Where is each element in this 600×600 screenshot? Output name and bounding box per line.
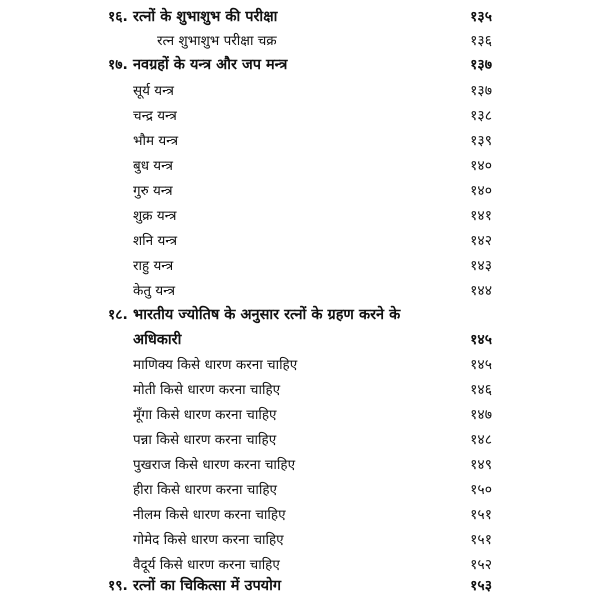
toc-chapter-18-continued [0, 328, 600, 353]
toc-entry [0, 279, 600, 304]
chapter-number: १८. [108, 307, 128, 323]
chapter-title: नवग्रहों के यन्त्र और जप मन्त्र [133, 57, 288, 73]
toc-entry [0, 428, 600, 453]
page-number: १३५ [470, 9, 492, 25]
entry-title: वैदूर्य किसे धारण करना चाहिए [133, 557, 280, 573]
page-number: १४४ [470, 283, 492, 299]
toc-entry [0, 229, 600, 254]
entry-title: भौम यन्त्र [133, 133, 179, 149]
toc-chapter-18 [0, 303, 600, 328]
page-number: १३६ [470, 33, 492, 49]
page-number: १४२ [470, 233, 492, 249]
toc-entry [0, 104, 600, 129]
toc-entry [0, 254, 600, 279]
toc-chapter-17 [0, 53, 600, 78]
chapter-number: १७. [108, 57, 128, 73]
toc-entry [0, 154, 600, 179]
entry-title: सूर्य यन्त्र [133, 83, 174, 99]
entry-title: चन्द्र यन्त्र [133, 108, 177, 124]
page-number: १५१ [470, 532, 492, 548]
page-number: १४१ [470, 208, 492, 224]
page-number: १४९ [470, 457, 492, 473]
toc-entry [0, 528, 600, 553]
page-number: १३९ [470, 133, 492, 149]
entry-title: पन्ना किसे धारण करना चाहिए [133, 432, 277, 448]
page-number: १४५ [470, 332, 492, 348]
entry-title: गुरु यन्त्र [133, 183, 173, 199]
chapter-title-continued: अधिकारी [133, 332, 182, 348]
toc-entry [0, 353, 600, 378]
toc-entry [0, 29, 600, 54]
toc-entry [0, 79, 600, 104]
page-number: १४७ [470, 407, 492, 423]
entry-title: पुखराज किसे धारण करना चाहिए [133, 457, 296, 473]
entry-title: रत्न शुभाशुभ परीक्षा चक्र [157, 33, 277, 49]
toc-chapter-19 [0, 574, 600, 599]
page-number: १५३ [470, 578, 492, 594]
chapter-number: १६. [108, 9, 128, 25]
toc-entry [0, 503, 600, 528]
toc-entry [0, 179, 600, 204]
page-number: १४५ [470, 357, 492, 373]
toc-entry [0, 378, 600, 403]
page-number: १५० [470, 482, 492, 498]
entry-title: शनि यन्त्र [133, 233, 178, 249]
toc-entry [0, 453, 600, 478]
entry-title: राहु यन्त्र [133, 258, 174, 274]
toc-entry [0, 129, 600, 154]
toc-chapter-16 [0, 5, 600, 30]
page-number: १३७ [470, 83, 492, 99]
page-number: १३७ [470, 57, 492, 73]
chapter-title: रत्नों का चिकित्सा में उपयोग [133, 578, 282, 594]
page-number: १४० [470, 158, 492, 174]
page-number: १४८ [470, 432, 492, 448]
entry-title: बुध यन्त्र [133, 158, 173, 174]
chapter-title: रत्नों के शुभाशुभ की परीक्षा [133, 9, 278, 25]
page-number: १५२ [470, 557, 492, 573]
entry-title: हीरा किसे धारण करना चाहिए [133, 482, 277, 498]
page-number: १४० [470, 183, 492, 199]
chapter-title: भारतीय ज्योतिष के अनुसार रत्नों के ग्रहण करने के [133, 307, 401, 323]
entry-title: गोमेद किसे धारण करना चाहिए [133, 532, 284, 548]
toc-entry [0, 403, 600, 428]
page-number: १४३ [470, 258, 492, 274]
toc-entry [0, 204, 600, 229]
entry-title: माणिक्य किसे धारण करना चाहिए [133, 357, 298, 373]
entry-title: मोती किसे धारण करना चाहिए [133, 382, 281, 398]
page-number: १४६ [470, 382, 492, 398]
page-number: १५१ [470, 507, 492, 523]
entry-title: मूँगा किसे धारण करना चाहिए [133, 407, 277, 423]
entry-title: केतु यन्त्र [133, 283, 176, 299]
entry-title: नीलम किसे धारण करना चाहिए [133, 507, 286, 523]
entry-title: शुक्र यन्त्र [133, 208, 177, 224]
chapter-number: १९. [108, 578, 128, 594]
toc-entry [0, 478, 600, 503]
page-number: १३८ [470, 108, 492, 124]
